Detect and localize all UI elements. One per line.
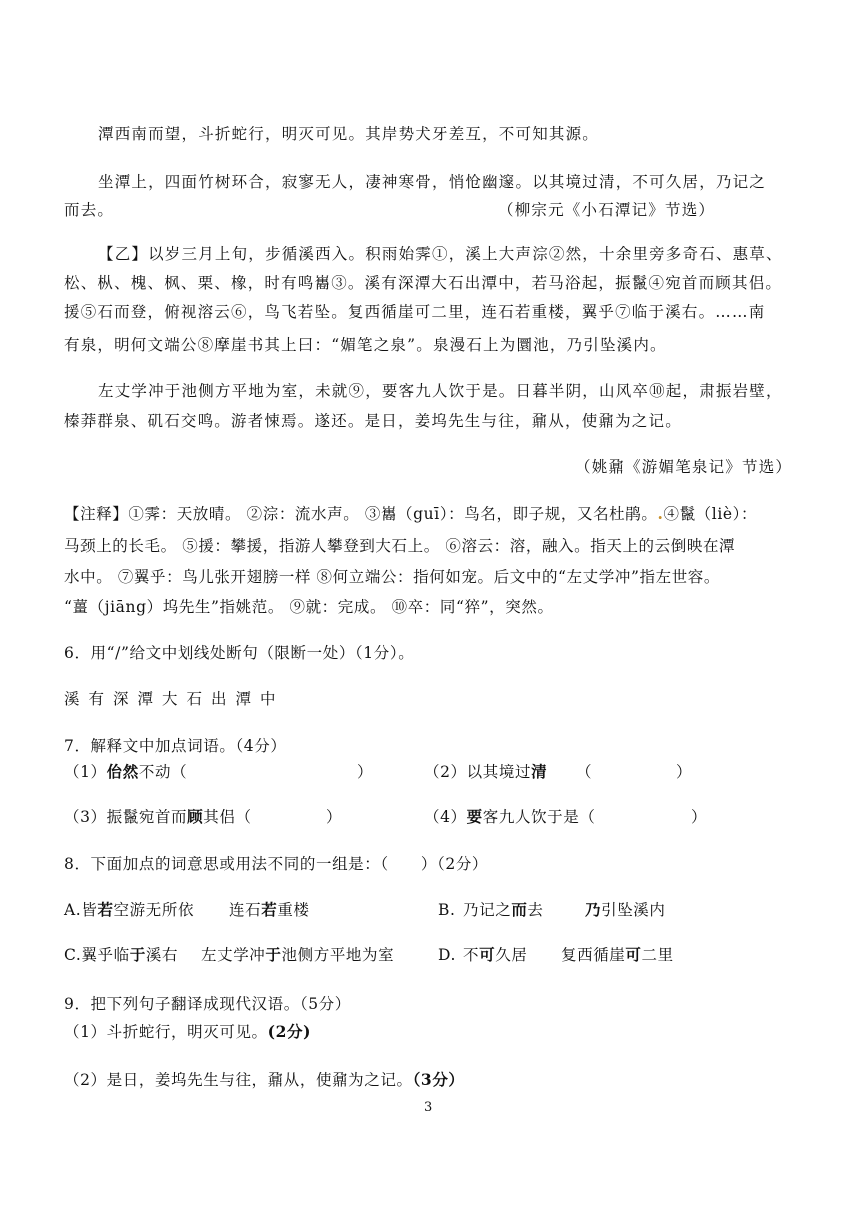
q8-a2-post: 重楼 bbox=[277, 901, 310, 919]
passage-paragraph-1: 潭西南而望，斗折蛇行，明灭可见。其岸势犬牙差互，不可知其源。 bbox=[98, 125, 600, 143]
q7-item-1-text: 不动（ bbox=[138, 763, 188, 781]
passage-paragraph-2-line-1: 坐潭上，四面竹树环合，寂寥无人，凄神寒骨，悄怆幽邃。以其境过清，不可久居，乃记之 bbox=[98, 173, 767, 191]
passage-c-line-2: 榛莽群泉、矶石交鸣。游者悚焉。遂还。是日，姜坞先生与往，鼐从，使鼐为之记。 bbox=[64, 412, 682, 430]
q8-option-a-label: A. bbox=[64, 901, 82, 919]
q8-a1-pre: 皆 bbox=[81, 901, 98, 919]
q9-item-1-score: (2分) bbox=[267, 1022, 312, 1041]
q7-item-4-number: （4） bbox=[424, 808, 467, 826]
q7-item-4-dotted-word: 要 bbox=[466, 807, 483, 826]
question-7-item-1 bbox=[64, 761, 187, 783]
q8-option-a-second bbox=[229, 899, 310, 921]
q8-option-a bbox=[64, 899, 194, 921]
passage-source-yao: （姚鼐《游媚笔泉记》节选） bbox=[575, 458, 793, 476]
question-6-prompt: 6．用“/”给文中划线处断句（限断一处）（1分）。 bbox=[64, 644, 415, 662]
q8-c2-post: 池侧方平地为室 bbox=[281, 946, 395, 964]
q8-option-b-second bbox=[585, 899, 666, 921]
q8-c2-dotted-word: 于 bbox=[265, 945, 282, 964]
question-7-item-2 bbox=[424, 761, 547, 783]
q8-a2-dotted-word: 若 bbox=[261, 900, 278, 919]
question-7-item-3 bbox=[64, 806, 252, 828]
q7-item-4-close: ） bbox=[691, 808, 707, 826]
stray-mark: . bbox=[657, 504, 664, 523]
question-9-prompt: 9．把下列句子翻译成现代汉语。（5分） bbox=[64, 995, 351, 1013]
q9-item-1-text: （1）斗折蛇行，明灭可见。 bbox=[64, 1023, 268, 1041]
q9-item-2-score: （3分） bbox=[412, 1070, 465, 1089]
q8-b1-post: 去 bbox=[527, 901, 544, 919]
question-7-prompt: 7．解释文中加点词语。（4分） bbox=[64, 737, 287, 755]
q8-b1-dotted-word: 而 bbox=[511, 900, 528, 919]
notes-line-1 bbox=[64, 503, 757, 525]
q8-c2-pre: 左丈学冲 bbox=[201, 946, 266, 964]
passage-c-line-1: 左丈学冲于池侧方平地为室，未就⑨，要客九人饮于是。日暮半阴，山风卒⑩起，肃振岩壁， bbox=[98, 382, 783, 400]
q8-option-b-label: B. bbox=[438, 901, 456, 919]
notes-line-4: “薑（jiāng）坞先生”指姚范。 ⑨就：完成。 ⑩卒：同“猝”，突然。 bbox=[64, 598, 554, 616]
q7-item-2-close: ） bbox=[676, 763, 692, 781]
passage-b-line-3: 援⑤石而登，俯视溶云⑥，鸟飞若坠。复西循崖可二里，连石若重楼，翼乎⑦临于溪右。……南 bbox=[64, 303, 766, 321]
q8-option-b bbox=[463, 899, 544, 921]
q7-item-1-number: （1） bbox=[64, 763, 107, 781]
q8-option-c bbox=[64, 944, 178, 966]
q8-b1-pre: 乃记之 bbox=[463, 901, 512, 919]
q8-option-d-second bbox=[561, 944, 674, 966]
notes-line-2: 马颈上的长毛。 ⑤援：攀援，指游人攀登到大石上。 ⑥溶云：溶，融入。指天上的云倒映在潭 bbox=[64, 537, 736, 555]
q8-d2-post: 二里 bbox=[641, 946, 674, 964]
notes-line-3: 水中。 ⑦翼乎：鸟儿张开翅膀一样 ⑧何立端公：指何如宠。后文中的“左丈学冲”指左世容。 bbox=[64, 568, 721, 586]
q7-item-2-text: （2）以其境过 bbox=[424, 763, 532, 781]
q8-a1-post: 空游无所依 bbox=[113, 901, 195, 919]
q8-c1-pre: 翼乎临 bbox=[81, 946, 130, 964]
question-6-sentence: 溪有深潭大石出潭中 bbox=[64, 690, 285, 708]
notes-line-1-tail: ④鬣（liè）： bbox=[663, 505, 758, 523]
q8-d2-dotted-word: 可 bbox=[625, 945, 642, 964]
passage-b-line-4: 有泉，明何文端公⑧摩崖书其上曰：“媚笔之泉”。泉漫石上为圜池，乃引坠溪内。 bbox=[64, 336, 667, 354]
q8-b2-dotted-word: 乃 bbox=[585, 900, 602, 919]
q7-item-3-dotted-word: 顾 bbox=[187, 807, 204, 826]
q8-option-c-second bbox=[201, 944, 394, 966]
q8-c1-dotted-word: 于 bbox=[129, 945, 146, 964]
q9-item-2-text: （2）是日，姜坞先生与往，鼐从，使鼐为之记。 bbox=[64, 1071, 413, 1089]
q7-item-3-close: ） bbox=[326, 808, 342, 826]
page-number: 3 bbox=[424, 1100, 433, 1115]
q7-item-2-open: （ bbox=[576, 763, 592, 781]
q8-d1-pre: 不 bbox=[463, 946, 480, 964]
passage-b-line-2: 松、枞、槐、枫、栗、橡，时有鸣巂③。溪有深潭大石出潭中，若马浴起，振鬣④宛首而顾其侣。 bbox=[64, 274, 783, 292]
q8-option-c-label: C. bbox=[64, 946, 82, 964]
q7-item-1-dotted-word: 佁然 bbox=[106, 762, 139, 781]
passage-paragraph-2-line-2: 而去。 bbox=[64, 201, 115, 219]
q7-item-4-text: 客九人饮于是（ bbox=[482, 808, 596, 826]
q8-a1-dotted-word: 若 bbox=[97, 900, 114, 919]
q8-a2-pre: 连石 bbox=[229, 901, 262, 919]
notes-line-1-text: 【注释】①霁：天放晴。 ②淙：流水声。 ③巂（guī）：鸟名，即子规，又名杜鹃。 bbox=[64, 505, 658, 523]
q7-item-2-dotted-word: 清 bbox=[531, 762, 548, 781]
question-9-item-1 bbox=[64, 1021, 311, 1043]
q7-item-1-close: ） bbox=[357, 763, 373, 781]
question-7-item-4 bbox=[424, 806, 595, 828]
q8-b2-post: 引坠溪内 bbox=[601, 901, 666, 919]
passage-source-liu: （柳宗元《小石潭记》节选） bbox=[498, 201, 716, 219]
q8-c1-post: 溪右 bbox=[145, 946, 179, 964]
passage-b-line-1: 【乙】以岁三月上旬，步循溪西入。积雨始霁①，溪上大声淙②然，十余里旁多奇石、惠草、 bbox=[98, 245, 783, 263]
question-9-item-2 bbox=[64, 1069, 465, 1091]
question-8-prompt: 8．下面加点的词意思或用法不同的一组是：（ ）（2分） bbox=[64, 855, 489, 873]
q7-item-3-text: （3）振鬣宛首而 bbox=[64, 808, 188, 826]
q8-d2-pre: 复西循崖 bbox=[561, 946, 626, 964]
q8-d1-post: 久居 bbox=[495, 946, 528, 964]
q8-option-d-label: D. bbox=[438, 946, 457, 964]
q8-d1-dotted-word: 可 bbox=[479, 945, 496, 964]
q7-item-3-tail: 其侣（ bbox=[203, 808, 252, 826]
q8-option-d bbox=[463, 944, 527, 966]
